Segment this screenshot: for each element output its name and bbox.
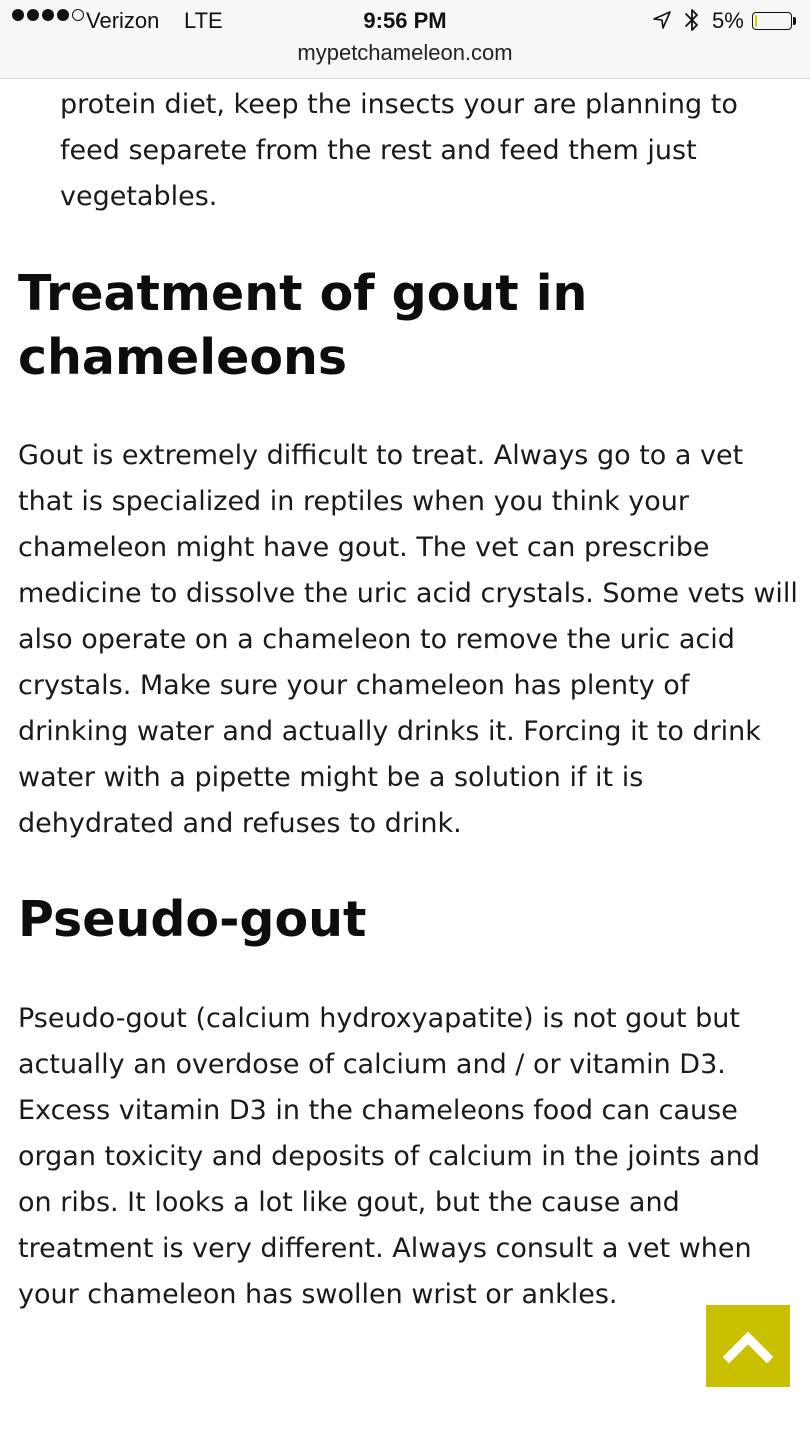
battery-tip xyxy=(793,17,796,25)
carrier-name: Verizon xyxy=(86,8,160,33)
status-bar xyxy=(0,0,810,79)
battery-percent: 5% xyxy=(712,8,744,33)
back-to-top-button[interactable] xyxy=(706,1305,790,1387)
paragraph-gout-treatment: Gout is extremely difficult to treat. Always go to a vet that is specialized in reptiles when you think your chameleon might have gout. The vet can prescribe medicine to dissolve the uric acid crystals. Some vets will also operate on a chameleon to remove the uric acid crystals. Make sure your chameleon has plenty of drinking water and actually drinks it. Forcing it to drink water with a pipette might be a solution if it is dehydrated and refuses to drink. xyxy=(18,440,798,839)
paragraph-pseudo-gout: Pseudo-gout (calcium hydroxyapatite) is not gout but actually an overdose of calcium and / or vitamin D3. Excess vitamin D3 in the chameleons food can cause organ toxicity and deposits of calcium in the joints and on ribs. It looks a lot like gout, but the cause and treatment is very different. Always consult a vet when your chameleon has swollen wrist or ankles. xyxy=(18,1003,760,1310)
status-row xyxy=(0,4,810,36)
bluetooth-icon xyxy=(683,7,701,33)
status-time: 9:56 PM xyxy=(363,8,447,33)
battery-fill xyxy=(755,15,757,27)
network-type: LTE xyxy=(184,8,223,33)
address-bar-url[interactable]: mypetchameleon.com xyxy=(297,40,513,65)
battery-icon xyxy=(752,12,792,30)
location-arrow-icon xyxy=(652,10,672,30)
section-heading-pseudo-gout: Pseudo-gout xyxy=(18,891,367,948)
chevron-up-icon xyxy=(723,1329,773,1363)
section-heading-gout-treatment: Treatment of gout in chameleons xyxy=(18,265,588,386)
list-item-fragment: protein diet, keep the insects your are planning to feed separete from the rest and feed them just vegetables. xyxy=(60,89,738,212)
